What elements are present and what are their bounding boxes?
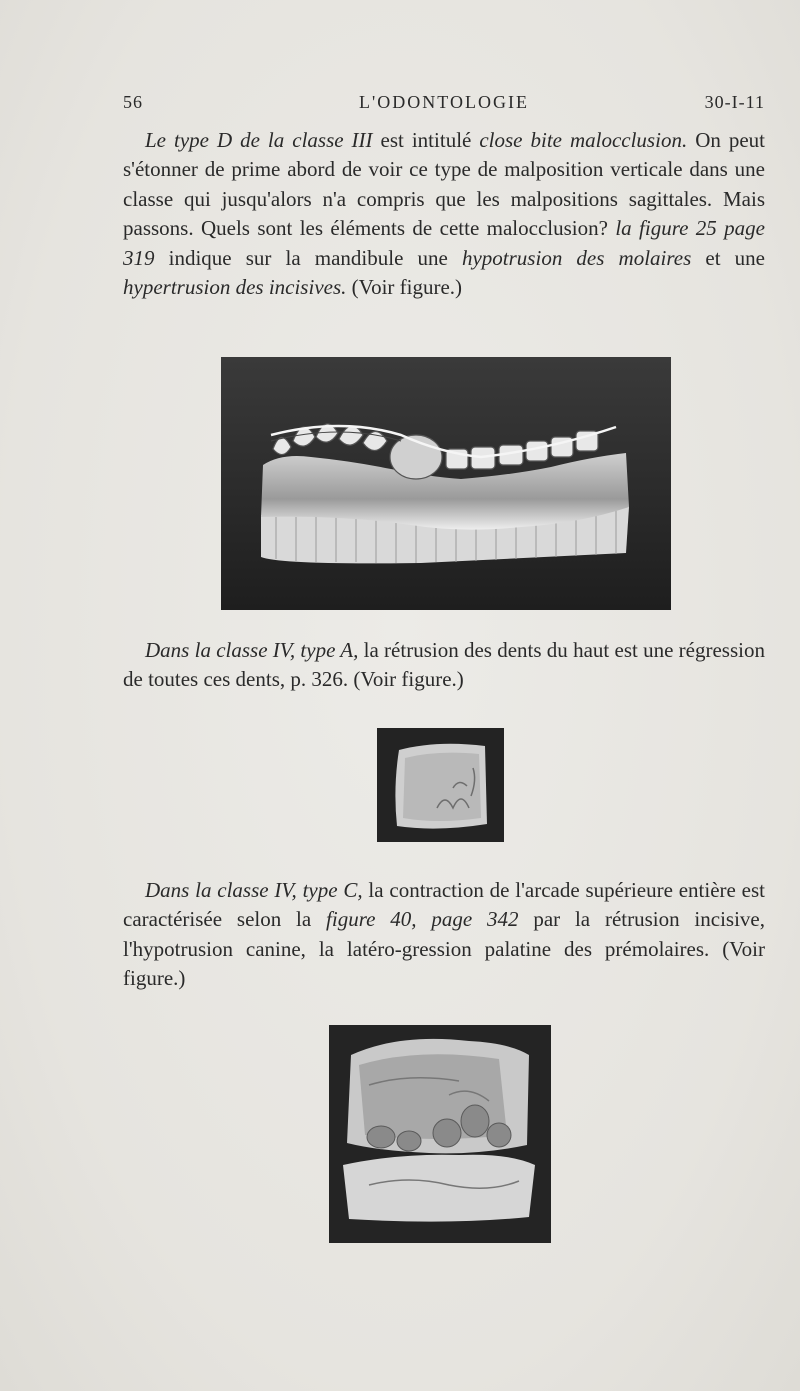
paragraph-class-IV-type-A: Dans la classe IV, type A, la rétrusion des dents du haut est une régression de toutes ces dents, p. 326. (Voir figure.) <box>123 638 765 692</box>
journal-title: L'ODONTOLOGIE <box>359 92 529 112</box>
figure-dental-cast-side-view <box>221 357 671 610</box>
figure-dental-cast-upper-arch <box>329 1025 551 1243</box>
paragraph-class-IV-type-C: Dans la classe IV, type C, la contraction de l'arcade supérieure entière est caractérisée selon la figure 40, page 342 par la rétrusion incisive, l'hypotrusion canine, la latéro-gression palatine des prémolaires. (Voir figure.) <box>123 878 765 991</box>
running-header <box>123 92 765 118</box>
paragraph-class-III-type-D: Le type D de la classe III est intitulé close bite malocclusion. On peut s'étonner de prime abord de voir ce type de malposition verticale dans une classe qui jusqu'alors n'a compris que les malpositions sagittales. Mais passons. Quels sont les éléments de cette malocclusion? la figure 25 page 319 indique sur la mandibule une hypotrusion des molaires et une hypertrusion des incisives. (Voir figure.) <box>123 128 766 300</box>
page-number: 56 <box>123 92 143 112</box>
issue-date: 30-I-11 <box>704 92 765 112</box>
figure-dental-cast-small-block <box>377 728 504 842</box>
